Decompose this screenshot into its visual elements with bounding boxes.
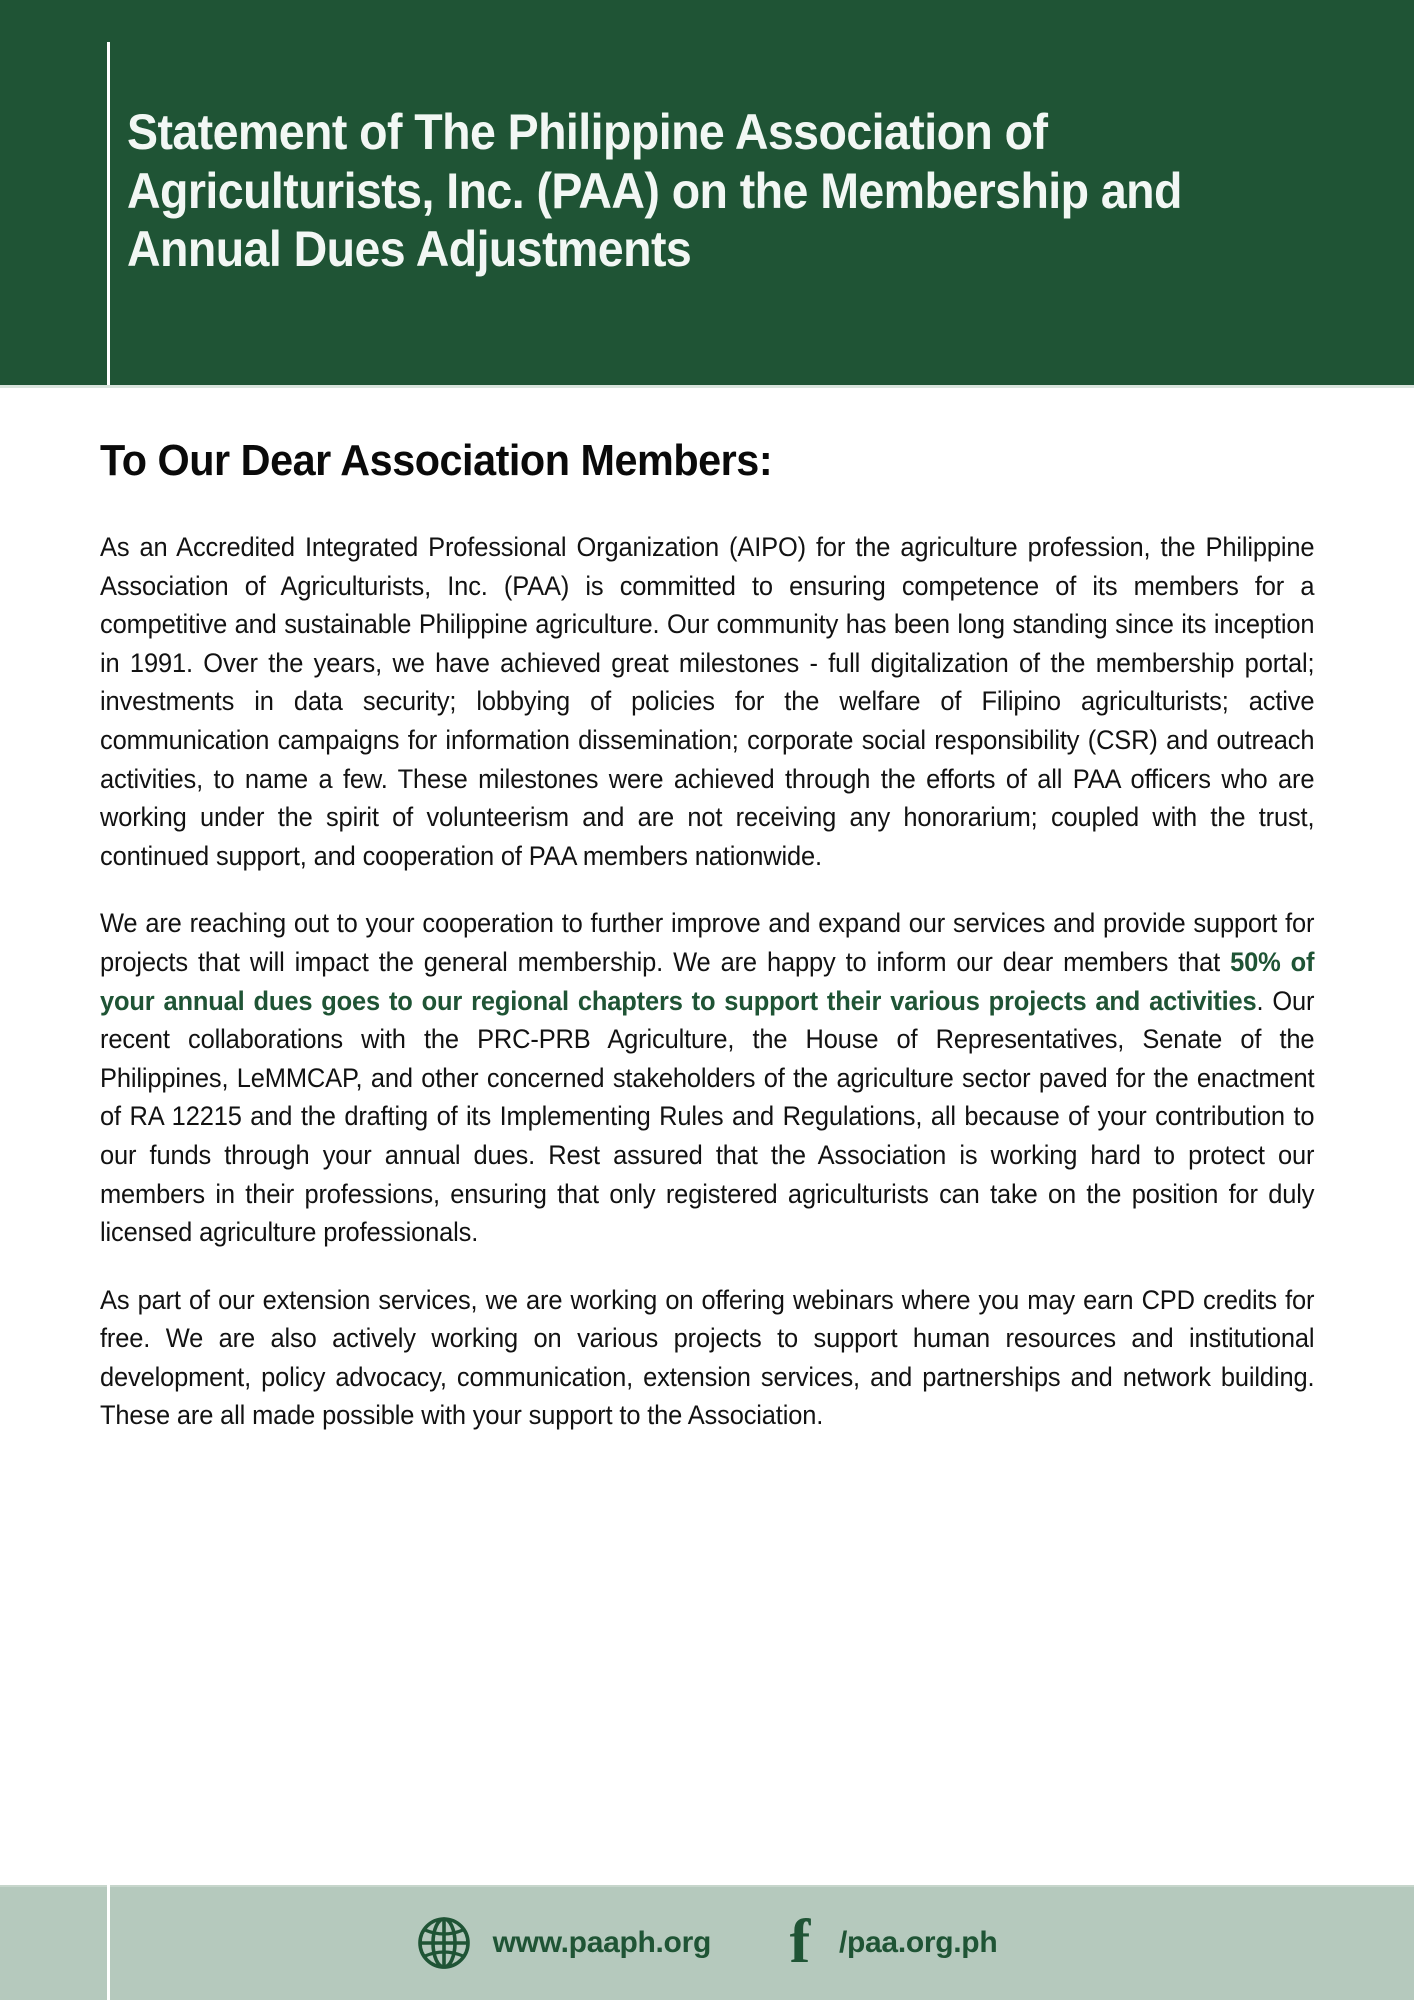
facebook-icon: f xyxy=(789,1908,811,1977)
salutation-heading: To Our Dear Association Members: xyxy=(100,436,773,485)
website-link[interactable] xyxy=(417,1916,711,1970)
paragraph-three: As part of our extension services, we are working on offering webinars where you may earn CPD credits for free. We are also actively working on various projects to support human resources and institutional development, policy advocacy, communication, extension services, and partnerships and network building. These are all made possible with your support to the Association. xyxy=(100,1284,1315,1431)
facebook-link[interactable] xyxy=(783,1908,998,1977)
website-label: www.paaph.org xyxy=(492,1925,711,1959)
footer-top-divider xyxy=(0,1885,1414,1887)
document-body xyxy=(0,388,1414,1885)
paragraph-two-tail: . Our recent collaborations with the PRC-PRB Agriculture, the House of Representatives, Senate of the Philippines, LeMMCAP, and other concerned stakeholders of the agriculture sector paved for the enactment of RA 12215 and the drafting of its Implementing Rules and Regulations, all because of your contribution to our funds through your annual dues. Rest assured that the Association is working hard to protect our members in their professions, ensuring that only registered agriculturists can take on the position for duly licensed agriculture professionals. xyxy=(100,985,1315,1248)
paragraph-two-lead: We are reaching out to your cooperation to further improve and expand our services and provide support for projects that will impact the general membership. We are happy to inform our dear members that xyxy=(100,908,1315,977)
paragraph-one: As an Accredited Integrated Professional Organization (AIPO) for the agriculture profession, the Philippine Association of Agriculturists, Inc. (PAA) is committed to ensuring competence of its members for a competitive and sustainable Philippine agriculture. Our community has been long standing since its inception in 1991. Over the years, we have achieved great milestones - full digitalization of the membership portal; investments in data security; lobbying of policies for the welfare of Filipino agriculturists; active communication campaigns for information dissemination; corporate social responsibility (CSR) and outreach activities, to name a few. These milestones were achieved through the efforts of all PAA officers who are working under the spirit of volunteerism and are not receiving any honorarium; coupled with the trust, continued support, and cooperation of PAA members nationwide. xyxy=(100,532,1315,871)
header-bottom-divider xyxy=(0,385,1414,388)
header-vertical-rule xyxy=(107,42,110,388)
paragraph-two xyxy=(100,904,1314,1251)
footer-vertical-rule xyxy=(107,1885,110,2000)
globe-icon xyxy=(417,1916,471,1970)
facebook-label: /paa.org.ph xyxy=(838,1925,998,1959)
document-footer xyxy=(0,1885,1414,2000)
page-title: Statement of The Philippine Association of Agriculturists, Inc. (PAA) on the Membership and Annual Dues Adjustments xyxy=(127,104,1182,278)
document-header xyxy=(0,0,1414,388)
dues-allocation-highlight: 50% of your annual dues goes to our regional chapters to support their various projects and activities xyxy=(100,946,1315,1016)
